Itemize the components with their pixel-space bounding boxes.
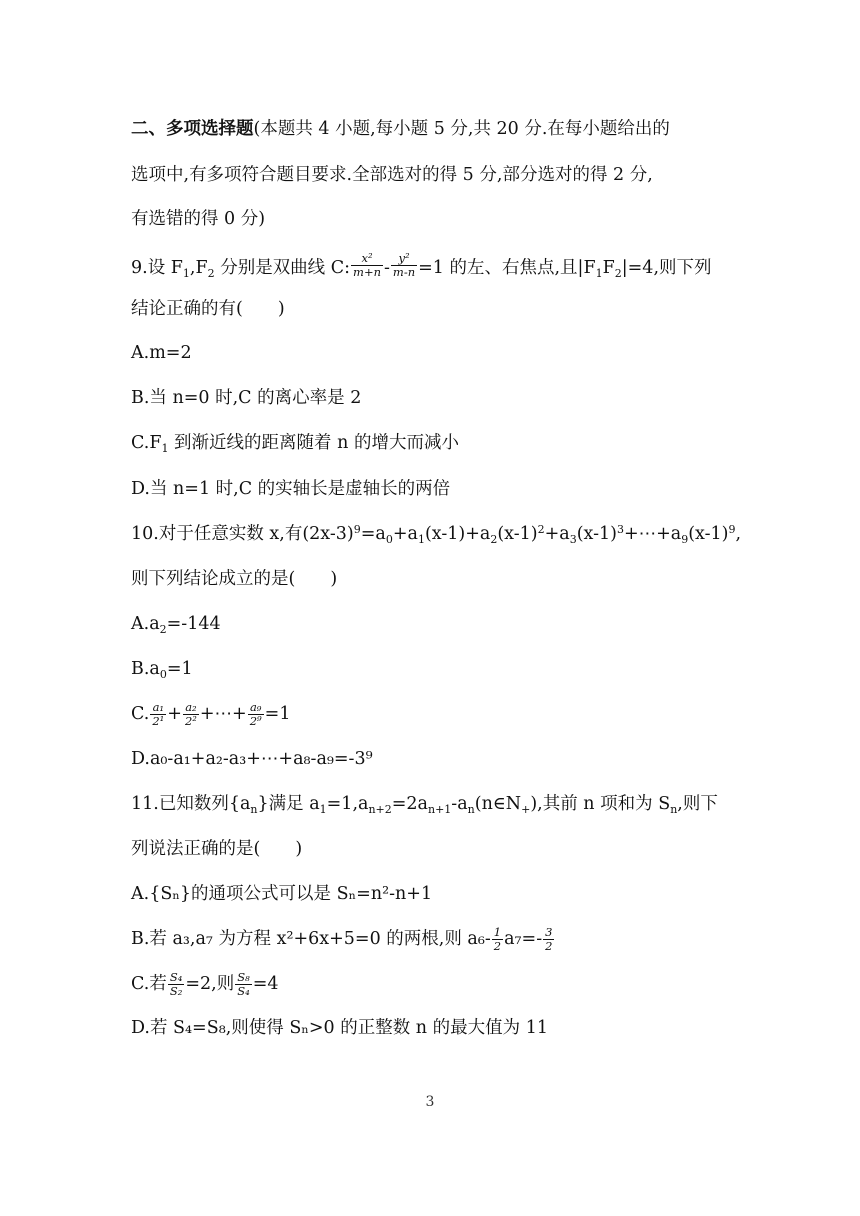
question-10-stem: 10.对于任意实数 x,有$(2x-3)^9=a_0+a_1(x-1)+a_2(x-1)^2+a_3(x-1)^3+\cdots+a_9(x-1)^9$, [131, 523, 742, 546]
fraction-s4-s2: $\frac{\text{S₄}}{\text{S₂}}$ [169, 970, 183, 998]
question-10-option-d: D.a₀-a₁+a₂-a₃+⋯+a₈-a₉=-3⁹ [131, 749, 373, 769]
question-11-option-b: B.若 a₃,a₇ 为方程 x²+6x+5=0 的两根,则 a₆- $\frac{1}{2}$ a₇=- $\frac{3}{2}$ [131, 925, 553, 953]
question-11-option-a: A.{Sₙ}的通项公式可以是 Sₙ=n²-n+1 [131, 884, 433, 904]
question-9-option-d: D.当 n=1 时,C 的实轴长是虚轴长的两倍 [131, 479, 451, 499]
section-instructions: (本题共 4 小题,每小题 5 分,共 20 分.在每小题给出的 [253, 119, 670, 139]
page-number: 3 [425, 1094, 435, 1110]
question-11-option-c: C.若 $\frac{\text{S₄}}{\text{S₂}}$ =2,则 $\frac{\text{S₈}}{\text{S₄}}$ =4 [131, 970, 279, 998]
question-9-option-a: A.m=2 [131, 343, 192, 363]
question-10-option-a: $A.a_2=-144$ [131, 614, 221, 636]
section-instructions-line3: 有选错的得 0 分) [131, 209, 266, 229]
fraction-s8-s4: $\frac{\text{S₈}}{\text{S₄}}$ [237, 970, 250, 998]
fraction-a2: $\frac{\text{a₂}}{\text{2²}}$ [184, 700, 197, 728]
hyperbola-x-fraction: $\frac{\text{x²}}{m+n}$ [353, 251, 381, 279]
question-11-stem-line2: 列说法正确的是( ) [131, 839, 303, 859]
fraction-a1: $\frac{\text{a₁}}{\text{2¹}}$ [152, 700, 165, 728]
question-9-option-b: B.当 n=0 时,C 的离心率是 2 [131, 388, 362, 408]
question-11-stem: 11.已知数列$\{a_n\}$满足 $a_1=1,a_{n+2}=2a_{n+1}-a_n(n\in N_+)$,其前 n 项和为 $S_n$,则下 [131, 794, 718, 816]
hyperbola-y-fraction: $\frac{\text{y²}}{m-n}$ [392, 251, 416, 279]
question-9-option-c: $C.F_1$ 到渐近线的距离随着 n 的增大而减小 [131, 433, 459, 455]
question-10-option-b: $B.a_0=1$ [131, 659, 193, 681]
question-10-stem-line2: 则下列结论成立的是( ) [131, 569, 338, 589]
question-9-stem-line2: 结论正确的有( ) [131, 299, 285, 319]
section-heading: 二、多项选择题 [131, 119, 254, 139]
question-11-option-d: D.若 S₄=S₈,则使得 Sₙ>0 的正整数 n 的最大值为 11 [131, 1018, 548, 1038]
fraction-a9: $\frac{\text{a₉}}{\text{2⁹}}$ [249, 700, 262, 728]
question-10-option-c: C. $\frac{\text{a₁}}{\text{2¹}}$ + $\frac{\text{a₂}}{\text{2²}}$ +⋯+ $\frac{\text{a₉}}{\text{2⁹}}$ =1 [131, 700, 291, 728]
question-9-stem: 9.设 $F_1,F_2$ 分别是双曲线 C: $\frac{\text{x²}}{m+n}$ - $\frac{\text{y²}}{m-n}$ =1 的左、右焦点,且$|F_1F_2|=4$,则下列 [131, 251, 712, 280]
section-instructions-line1 [131, 117, 670, 141]
section-instructions-line2: 选项中,有多项符合题目要求.全部选对的得 5 分,部分选对的得 2 分, [131, 165, 653, 185]
fraction-one-half: $\frac{1}{2}$ [493, 925, 502, 953]
fraction-three-halves: $\frac{3}{2}$ [545, 925, 553, 953]
